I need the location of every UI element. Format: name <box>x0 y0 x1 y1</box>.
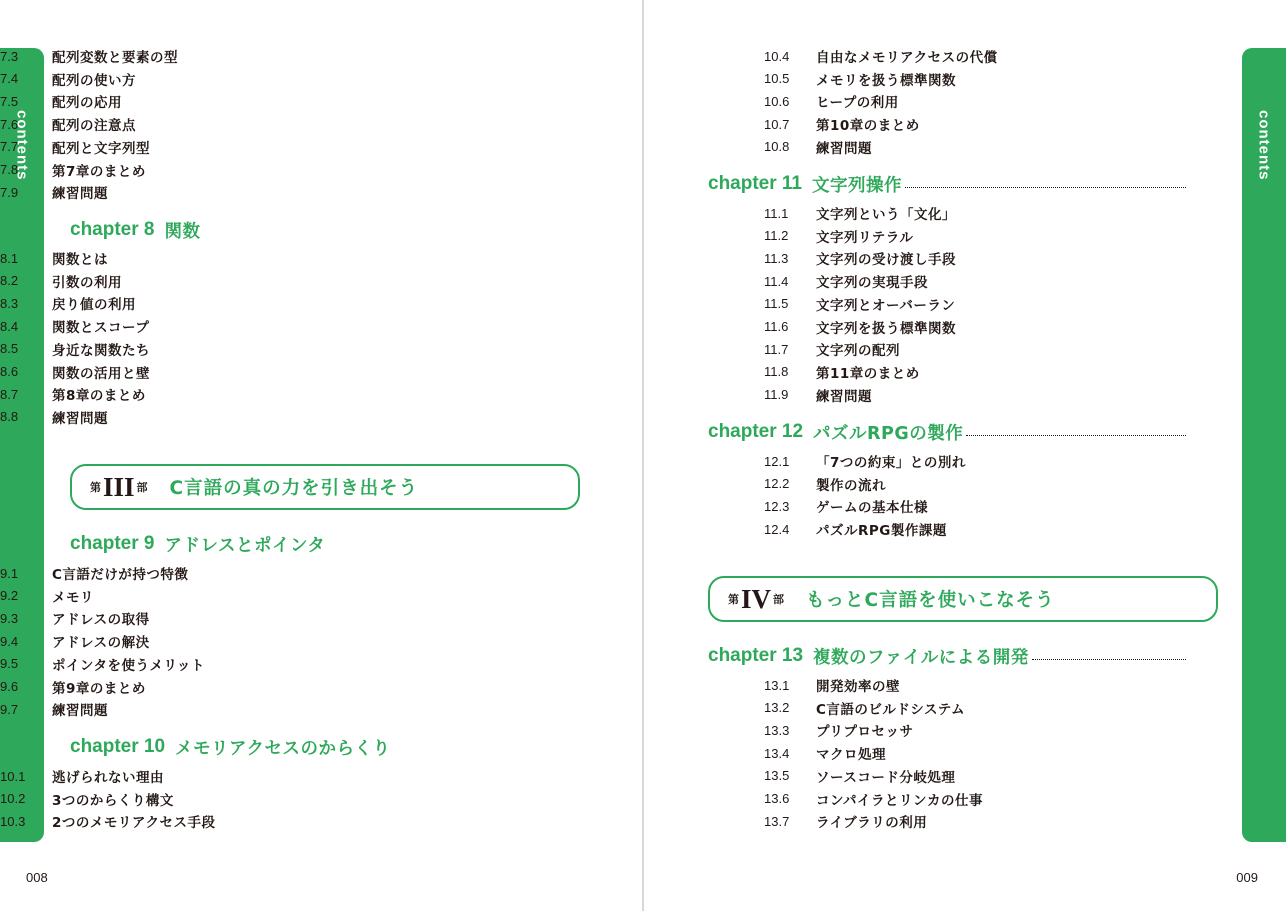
section-title: 「7つの約束」との別れ <box>816 455 966 471</box>
section-title: 第8章のまとめ <box>52 388 146 405</box>
section-title: アドレスの解決 <box>52 635 150 652</box>
section-title: ポインタを使うメリット <box>52 657 205 674</box>
toc-entry[interactable] <box>764 338 903 360</box>
section-title: 練習問題 <box>52 186 108 203</box>
toc-entry[interactable] <box>0 247 111 269</box>
section-number: 13.2 <box>764 700 790 716</box>
section-title: ソースコード分岐処理 <box>816 769 956 786</box>
toc-entry[interactable] <box>0 361 153 383</box>
toc-entry[interactable] <box>0 315 152 337</box>
section-title: 逃げられない理由 <box>52 770 164 786</box>
contents-tab-label: contents <box>1255 110 1273 181</box>
chapter-heading[interactable] <box>70 733 394 761</box>
toc-entry[interactable] <box>0 159 149 181</box>
section-title: 第10章のまとめ <box>816 118 920 135</box>
section-title: 3つのからくり構文 <box>52 792 174 809</box>
section-title: 文字列という「文化」 <box>816 207 956 223</box>
toc-entry[interactable] <box>764 697 968 719</box>
part-prefix: 第 <box>728 593 739 606</box>
section-number: 11.5 <box>764 296 789 312</box>
section-number: 10.4 <box>764 48 790 64</box>
section-title: 練習問題 <box>52 703 108 720</box>
toc-entry[interactable] <box>764 247 959 269</box>
section-title: 文字列リテラル <box>816 229 914 246</box>
toc-entry[interactable] <box>764 270 931 292</box>
toc-entry[interactable] <box>764 495 931 517</box>
section-number: 8.4 <box>0 318 19 334</box>
part-roman-numeral: IV <box>741 583 772 614</box>
section-title: 練習問題 <box>52 410 108 427</box>
section-title: 第11章のまとめ <box>816 365 920 382</box>
section-number: 13.6 <box>764 791 790 806</box>
section-number: 11.2 <box>764 228 789 244</box>
section-number: 7.6 <box>0 116 19 132</box>
toc-entry[interactable] <box>0 292 139 314</box>
section-number: 13.3 <box>764 722 790 738</box>
section-title: 練習問題 <box>816 388 872 405</box>
section-number: 7.5 <box>0 93 19 109</box>
toc-entry[interactable] <box>0 406 111 428</box>
section-title: 文字列の配列 <box>816 343 900 360</box>
toc-entry[interactable] <box>764 810 930 832</box>
chapter-heading[interactable] <box>708 418 1186 446</box>
section-title: 文字列とオーバーラン <box>816 297 956 314</box>
toc-entry[interactable] <box>764 361 923 383</box>
section-title: 開発効率の壁 <box>816 679 900 695</box>
section-number: 7.3 <box>0 48 19 64</box>
toc-entry[interactable] <box>764 518 950 540</box>
toc-entry[interactable] <box>764 788 986 810</box>
section-title: 配列と文字列型 <box>52 140 150 157</box>
toc-entry[interactable] <box>0 765 167 787</box>
chapter-heading[interactable] <box>70 216 203 244</box>
chapter-number: chapter 11 <box>708 173 802 194</box>
chapter-title: 関数 <box>164 221 201 242</box>
section-number: 8.5 <box>0 341 19 357</box>
section-number: 8.2 <box>0 273 19 289</box>
chapter-number: chapter 8 <box>70 219 155 240</box>
section-number: 11.3 <box>764 250 789 266</box>
section-title: 引数の利用 <box>52 274 122 291</box>
toc-entry[interactable] <box>764 765 958 787</box>
chapter-title: メモリアクセスのからくり <box>175 738 391 759</box>
toc-entry[interactable] <box>764 68 959 90</box>
toc-entry[interactable] <box>0 113 139 135</box>
section-title: C言語のビルドシステム <box>816 701 966 718</box>
section-number: 11.4 <box>764 273 789 289</box>
section-title: C言語だけが持つ特徴 <box>52 567 189 583</box>
contents-tab-label: contents <box>13 110 31 181</box>
section-number: 7.9 <box>0 184 19 200</box>
toc-entry[interactable] <box>0 698 111 720</box>
section-title: 配列の使い方 <box>52 72 136 89</box>
toc-entry[interactable] <box>764 45 1001 67</box>
contents-side-tab <box>1242 48 1286 842</box>
toc-entry[interactable] <box>764 225 916 247</box>
toc-entry[interactable] <box>0 270 125 292</box>
section-title: コンパイラとリンカの仕事 <box>816 792 984 809</box>
section-title: 第9章のまとめ <box>52 680 146 697</box>
section-number: 9.5 <box>0 656 19 672</box>
section-number: 12.4 <box>764 521 790 537</box>
section-title: 配列の注意点 <box>52 118 136 135</box>
section-title: ゲームの基本仕様 <box>816 500 928 517</box>
toc-entry[interactable] <box>0 45 181 67</box>
part-prefix: 第 <box>90 481 101 494</box>
section-number: 10.2 <box>0 791 26 807</box>
section-title: 関数とは <box>52 252 108 268</box>
section-number: 10.6 <box>764 93 790 109</box>
toc-entry[interactable] <box>764 384 875 406</box>
section-number: 13.5 <box>764 768 790 784</box>
toc-entry[interactable] <box>0 338 153 360</box>
toc-entry[interactable] <box>764 136 875 158</box>
dot-leader <box>1032 659 1186 660</box>
section-number: 8.8 <box>0 409 19 425</box>
section-title: 文字列の実現手段 <box>816 275 928 292</box>
toc-entry[interactable] <box>0 607 153 629</box>
section-number: 11.8 <box>764 364 789 380</box>
toc-entry[interactable] <box>764 316 959 338</box>
section-title: 関数の活用と壁 <box>52 365 150 382</box>
part-suffix: 部 <box>773 593 785 606</box>
section-title: 2つのメモリアクセス手段 <box>52 815 216 832</box>
section-number: 10.5 <box>764 71 790 87</box>
section-title: 製作の流れ <box>816 477 886 494</box>
toc-entry[interactable] <box>0 136 153 158</box>
section-title: 配列の応用 <box>52 95 122 112</box>
section-number: 10.3 <box>0 813 26 829</box>
toc-entry[interactable] <box>764 202 959 224</box>
section-number: 10.1 <box>0 768 26 784</box>
section-title: プリプロセッサ <box>816 724 914 741</box>
section-title: 配列変数と要素の型 <box>52 50 178 66</box>
section-number: 10.8 <box>764 139 790 155</box>
section-title: 練習問題 <box>816 140 872 157</box>
section-number: 12.3 <box>764 498 790 514</box>
section-title: メモリを扱う標準関数 <box>816 72 956 89</box>
section-title: パズルRPG製作課題 <box>816 523 947 540</box>
chapter-title: 文字列操作 <box>812 175 902 196</box>
section-number: 11.9 <box>764 387 789 403</box>
part-heading[interactable] <box>708 576 1218 622</box>
toc-entry[interactable] <box>0 68 139 90</box>
section-number: 9.3 <box>0 610 19 626</box>
section-title: 文字列を扱う標準関数 <box>816 320 956 337</box>
toc-entry[interactable] <box>764 450 969 472</box>
toc-entry[interactable] <box>0 676 149 698</box>
section-number: 12.2 <box>764 476 790 492</box>
section-title: ヒープの利用 <box>816 95 899 112</box>
toc-entry[interactable] <box>764 113 923 135</box>
section-number: 8.3 <box>0 295 19 311</box>
section-number: 11.7 <box>764 341 789 357</box>
chapter-title: アドレスとポインタ <box>164 535 326 556</box>
toc-entry[interactable] <box>0 810 219 832</box>
section-number: 11.1 <box>764 205 789 221</box>
section-number: 8.7 <box>0 386 19 402</box>
section-number: 10.7 <box>764 116 790 132</box>
toc-entry[interactable] <box>0 562 191 584</box>
section-number: 8.6 <box>0 364 19 379</box>
section-title: マクロ処理 <box>816 747 886 764</box>
toc-entry[interactable] <box>764 293 958 315</box>
page-number: 009 <box>1236 870 1258 885</box>
chapter-heading[interactable] <box>708 642 1186 670</box>
section-title: 身近な関数たち <box>52 342 150 359</box>
dot-leader <box>905 187 1186 188</box>
toc-entry[interactable] <box>764 473 889 495</box>
toc-entry[interactable] <box>0 90 125 112</box>
chapter-heading[interactable] <box>708 170 1186 198</box>
chapter-title: パズルRPGの製作 <box>813 423 964 444</box>
section-title: 戻り値の利用 <box>52 297 136 314</box>
toc-entry[interactable] <box>0 181 111 203</box>
chapter-number: chapter 12 <box>708 421 804 442</box>
section-number: 9.1 <box>0 565 19 581</box>
part-heading[interactable] <box>70 464 580 510</box>
section-number: 13.7 <box>764 813 790 829</box>
toc-entry[interactable] <box>0 383 149 405</box>
section-number: 9.2 <box>0 588 19 604</box>
part-title: C言語の真の力を引き出そう <box>169 478 419 499</box>
chapter-heading[interactable] <box>70 530 328 558</box>
chapter-number: chapter 10 <box>70 736 166 757</box>
section-title: アドレスの取得 <box>52 612 150 629</box>
section-title: 第7章のまとめ <box>52 163 146 180</box>
section-number: 8.1 <box>0 250 19 266</box>
toc-entry[interactable] <box>764 719 916 741</box>
toc-entry[interactable] <box>764 90 902 112</box>
dot-leader <box>966 435 1186 436</box>
page-number: 008 <box>26 870 48 885</box>
section-number: 13.4 <box>764 745 790 761</box>
toc-entry[interactable] <box>0 653 208 675</box>
section-number: 7.7 <box>0 139 19 155</box>
section-number: 12.1 <box>764 453 790 469</box>
section-title: 関数とスコープ <box>52 320 150 337</box>
section-number: 11.6 <box>764 319 789 334</box>
section-number: 13.1 <box>764 677 790 693</box>
part-roman-numeral: III <box>103 471 135 502</box>
chapter-number: chapter 13 <box>708 645 804 666</box>
section-title: 自由なメモリアクセスの代償 <box>816 50 998 66</box>
section-number: 7.4 <box>0 71 19 87</box>
toc-entry[interactable] <box>764 674 903 696</box>
section-title: メモリ <box>52 589 94 606</box>
section-number: 7.8 <box>0 162 19 177</box>
toc-entry[interactable] <box>0 630 153 652</box>
section-number: 9.7 <box>0 701 19 717</box>
section-number: 9.6 <box>0 679 19 694</box>
toc-entry[interactable] <box>0 788 177 810</box>
section-title: ライブラリの利用 <box>816 815 928 832</box>
toc-entry[interactable] <box>0 585 97 607</box>
chapter-title: 複数のファイルによる開発 <box>813 647 1029 668</box>
chapter-number: chapter 9 <box>70 533 155 554</box>
part-title: もっとC言語を使いこなそう <box>806 590 1055 611</box>
toc-entry[interactable] <box>764 742 889 764</box>
section-title: 文字列の受け渡し手段 <box>816 252 956 269</box>
part-suffix: 部 <box>136 481 148 494</box>
section-number: 9.4 <box>0 633 19 649</box>
